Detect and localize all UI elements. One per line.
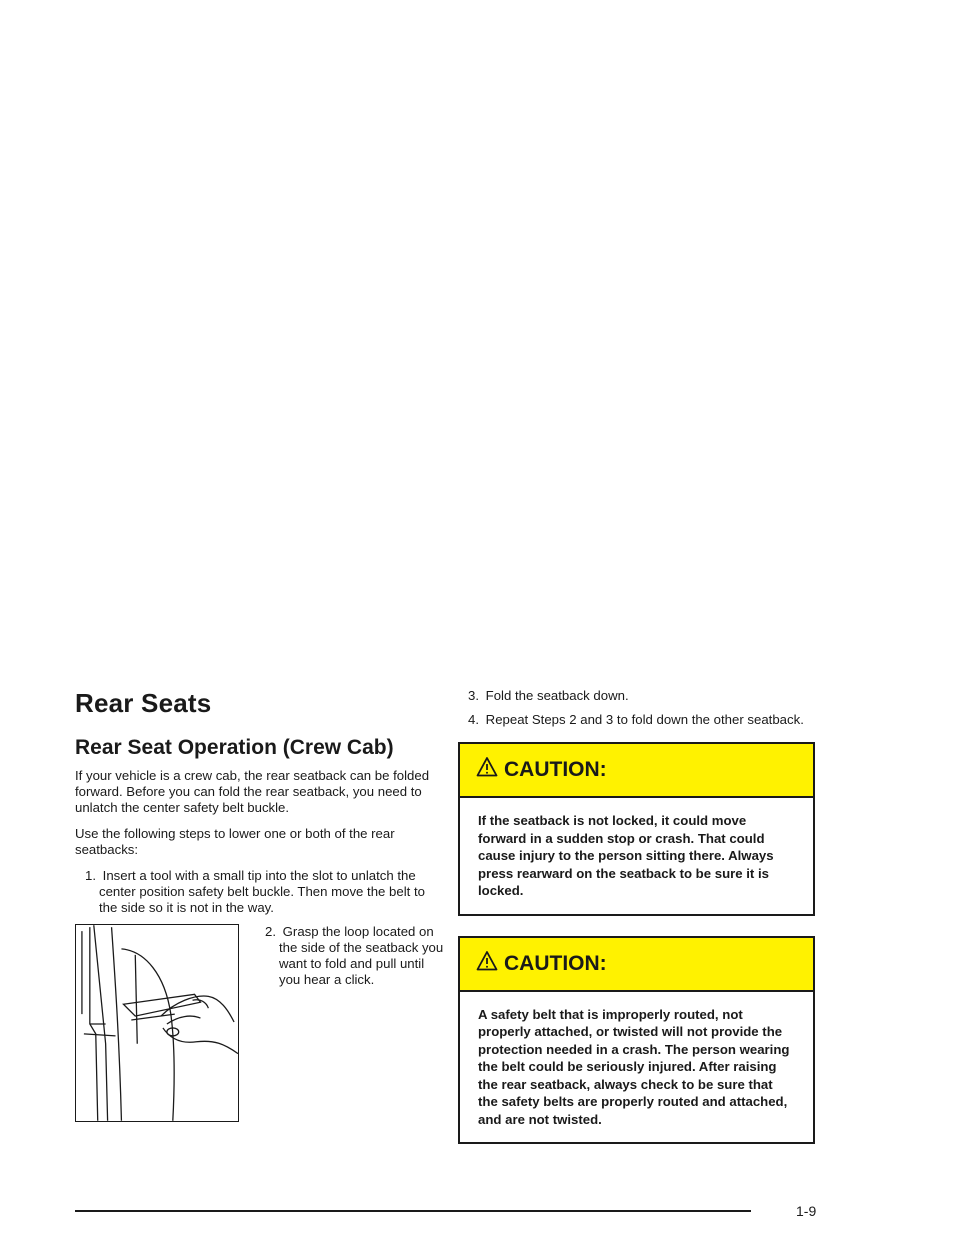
step-1-number: 1. bbox=[85, 868, 96, 883]
caution-title-1: CAUTION: bbox=[504, 758, 607, 781]
step-1-text: Insert a tool with a small tip into the slot to unlatch the center position safety belt buckle. Then move the belt to the side so it is not in the way. bbox=[99, 868, 425, 915]
step-2-number: 2. bbox=[265, 924, 276, 939]
footer-rule bbox=[75, 1210, 751, 1212]
intro-paragraph-2: Use the following steps to lower one or both of the rear seatbacks: bbox=[75, 826, 395, 857]
section-heading: Rear Seats bbox=[75, 688, 212, 718]
right-steps bbox=[458, 688, 815, 728]
caution-box-2 bbox=[458, 936, 815, 1145]
step-4-number: 4. bbox=[468, 712, 479, 727]
caution-body-2: A safety belt that is improperly routed, not properly attached, or twisted will not provide the protection needed in a crash. The person wearing the belt could be seriously injured. After raising the rear seatback, always check to be sure that the safety belts are properly routed and attached, and are not twisted. bbox=[478, 1006, 790, 1127]
step-4 bbox=[458, 712, 815, 728]
step-2 bbox=[265, 924, 444, 988]
section-subheading: Rear Seat Operation (Crew Cab) bbox=[75, 736, 394, 759]
step-3-number: 3. bbox=[468, 688, 479, 703]
intro-paragraph-1: If your vehicle is a crew cab, the rear seatback can be folded forward. Before you can fold the rear seatback, you need to unlatch the center safety belt buckle. bbox=[75, 768, 430, 815]
caution-triangle-icon bbox=[476, 756, 498, 778]
caution-box-1 bbox=[458, 742, 815, 916]
step-2-text: Grasp the loop located on the side of the seatback you want to fold and pull until you hear a click. bbox=[279, 924, 444, 987]
figure-row bbox=[75, 924, 444, 1124]
step-4-text: Repeat Steps 2 and 3 to fold down the other seatback. bbox=[485, 712, 804, 727]
caution-title-2: CAUTION: bbox=[504, 951, 607, 975]
seatback-loop-illustration bbox=[75, 924, 239, 1122]
caution-triangle-icon bbox=[476, 950, 498, 972]
step-3 bbox=[458, 688, 815, 704]
step-1 bbox=[75, 868, 430, 916]
caution-body-1: If the seatback is not locked, it could move forward in a sudden stop or crash. That could cause injury to the person sitting there. Always press rearward on the seatback to be sure it is locked. bbox=[478, 813, 774, 898]
page-number: 1-9 bbox=[796, 1203, 817, 1219]
step-3-text: Fold the seatback down. bbox=[485, 688, 629, 703]
right-column bbox=[458, 688, 815, 1164]
caution-header-2 bbox=[460, 938, 813, 992]
left-column bbox=[75, 688, 444, 1124]
caution-header-1 bbox=[460, 744, 813, 798]
